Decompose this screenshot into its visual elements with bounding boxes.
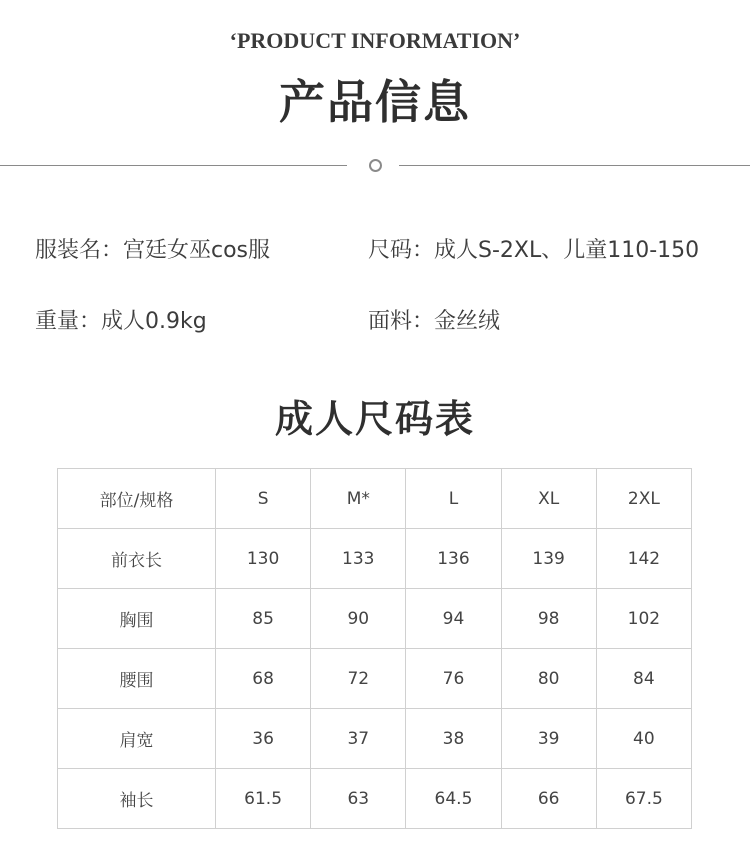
info-weight: 重量：成人0.9kg [35,309,207,334]
divider-left [0,165,347,166]
table-row-label: 腰围 [58,649,216,709]
table-row [58,709,692,769]
table-header-cell: 2XL [596,469,691,529]
table-cell: 84 [596,649,691,709]
english-title: ‘PRODUCT INFORMATION’ [229,28,521,53]
table-row [58,769,692,829]
page-title: 产品信息 [279,75,471,129]
table-cell: 68 [216,649,311,709]
table-cell: 39 [501,709,596,769]
table-header-row [58,469,692,529]
table-cell: 72 [311,649,406,709]
table-header-cell: XL [501,469,596,529]
table-cell: 66 [501,769,596,829]
table-cell: 38 [406,709,501,769]
table-row-label: 袖长 [58,769,216,829]
table-header-cell: L [406,469,501,529]
table-header-cell: M* [311,469,406,529]
info-size-range: 尺码：成人S-2XL、儿童110-150 [368,238,700,263]
table-cell: 76 [406,649,501,709]
table-cell: 36 [216,709,311,769]
divider-circle-icon [369,159,382,172]
table-cell: 85 [216,589,311,649]
table-cell: 102 [596,589,691,649]
table-cell: 98 [501,589,596,649]
info-fabric: 面料：金丝绒 [368,309,501,334]
table-row-label: 前衣长 [58,529,216,589]
table-header-cell: 部位/规格 [58,469,216,529]
table-cell: 139 [501,529,596,589]
table-header-cell: S [216,469,311,529]
table-row [58,649,692,709]
table-cell: 37 [311,709,406,769]
info-product-name: 服装名：宫廷女巫cos服 [35,238,271,263]
table-cell: 136 [406,529,501,589]
table-cell: 142 [596,529,691,589]
table-cell: 133 [311,529,406,589]
size-chart-table [57,468,692,829]
table-row [58,589,692,649]
table-row-label: 肩宽 [58,709,216,769]
table-cell: 130 [216,529,311,589]
table-row [58,529,692,589]
divider-right [399,165,750,166]
table-cell: 64.5 [406,769,501,829]
table-cell: 67.5 [596,769,691,829]
table-cell: 61.5 [216,769,311,829]
table-cell: 40 [596,709,691,769]
size-chart-title: 成人尺码表 [274,396,475,441]
table-row-label: 胸围 [58,589,216,649]
table-cell: 80 [501,649,596,709]
table-cell: 90 [311,589,406,649]
table-cell: 94 [406,589,501,649]
table-cell: 63 [311,769,406,829]
